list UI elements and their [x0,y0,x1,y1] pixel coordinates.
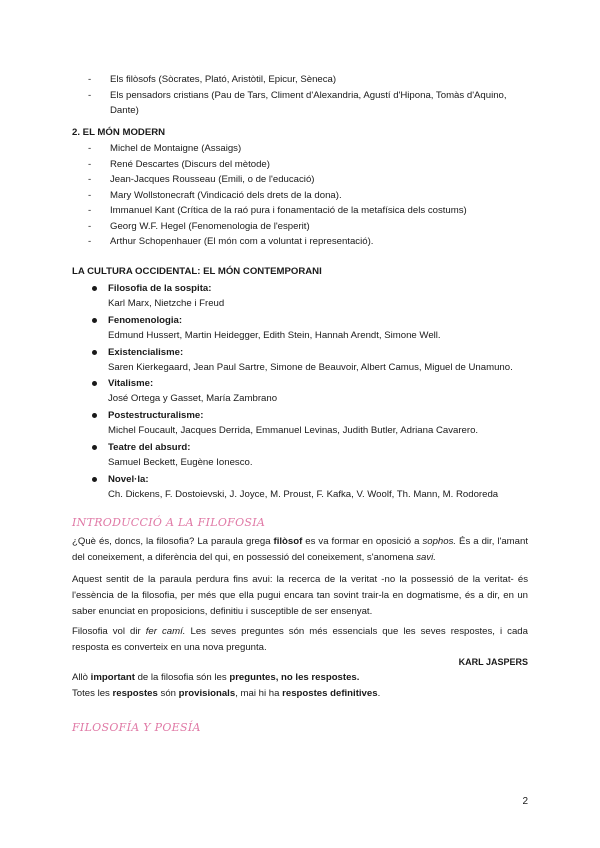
text-run: Allò [72,672,91,683]
list-item: - Michel de Montaigne (Assaigs) [88,141,528,157]
text-run: savi. [416,552,436,563]
text-run: Filosofia vol dir [72,626,146,637]
bullet-icon [92,350,97,355]
bullet-icon [92,477,97,482]
text-run: preguntes, no les respostes. [229,672,360,683]
movement-title: Fenomenologia: [108,314,183,326]
movement-title: Novel·la: [108,473,149,485]
list-item [92,472,532,502]
list-item: - Mary Wollstonecraft (Vindicació dels drets de la dona). [88,188,528,204]
list-item [92,376,532,406]
bullet-icon [92,445,97,450]
section-title-intro: INTRODUCCIÓ A LA FILOFOSIA [72,516,266,529]
movement-title: Teatre del absurd: [108,441,191,453]
page-number: 2 [522,796,528,807]
text-run: filòsof [273,536,303,547]
list-item [92,440,532,470]
key-line-2 [72,686,528,702]
text-run: fer camí. [145,626,186,637]
movement-authors: Saren Kierkegaard, Jean Paul Sartre, Simone de Beauvoir, Albert Camus, Miguel de Unamuno. [108,361,513,373]
intro-paragraph-1 [72,534,528,566]
text-run: Les seves preguntes són més essencials que les seves respostes, i cada resposta es converteix en una nova pregunta. [72,626,528,653]
section-heading-contemporary: LA CULTURA OCCIDENTAL: EL MÓN CONTEMPORANI [72,266,322,277]
movement-title: Existencialisme: [108,346,184,358]
text-run: de la filosofia són les [134,672,230,683]
key-line-1 [72,670,528,686]
section-heading-modern: 2. EL MÓN MODERN [72,127,166,138]
text-run: És a dir, l'amant del coneixement, a diferència del qui, en possessió del coneixement, s'anomena [72,536,528,563]
bullet-icon [92,413,97,418]
text-run: . [377,688,381,699]
list-item: - Immanuel Kant (Crítica de la raó pura i fonamentació de la metafísica dels costums) [88,203,528,219]
list-item [92,281,532,311]
text-run: ¿Què és, doncs, la filosofia? La paraula grega [72,536,274,547]
bullet-icon [92,286,97,291]
list-item [92,345,532,375]
modern-thinkers-list [88,141,528,250]
movement-title: Postestructuralisme: [108,410,204,422]
list-item: - Arthur Schopenhauer (El món com a voluntat i representació). [88,234,528,250]
text-run: respostes definitives [282,688,378,699]
quote-author: KARL JASPERS [458,657,528,667]
text-run: respostes [112,688,158,699]
movement-authors: Edmund Hussert, Martin Heidegger, Edith Stein, Hannah Arendt, Simone Well. [108,329,441,341]
movement-title: Vitalisme: [108,378,154,390]
movement-authors: Samuel Beckett, Eugène Ionesco. [108,456,253,468]
text-run: important [90,672,135,683]
movement-title: Filosofia de la sospita: [108,283,212,294]
movement-authors: Ch. Dickens, F. Dostoievski, J. Joyce, M. Proust, F. Kafka, V. Woolf, Th. Mann, M. Rodoreda [108,488,499,500]
ancient-thinkers-list [88,72,528,119]
intro-paragraph-2: Aquest sentit de la paraula perdura fins avui: la recerca de la veritat -no la possessió de la veritat- és l'essència de la filosofia, per més que ella pugui encara tan sovint trair-la en dogmatisme, és a dir, en un saber enunciat en proposicions, definitiu i susceptible de ser ensenyat. [72,574,528,617]
contemporary-movements-list [92,281,532,504]
text-run: sophos. [422,536,457,547]
movement-authors: Michel Foucault, Jacques Derrida, Emmanuel Levinas, Judith Butler, Adriana Cavarero. [108,425,479,437]
text-run: , mai hi ha [235,688,283,699]
bullet-icon [92,381,97,386]
section-title-poesia: FILOSOFÍA Y POESÍA [72,721,201,734]
list-item: - Els filòsofs (Sòcrates, Plató, Aristòtil, Epicur, Sèneca) [88,72,528,88]
list-item [92,408,532,438]
bullet-icon [92,318,97,323]
intro-paragraph-3 [72,624,528,656]
list-item [92,313,532,343]
text-run: es va formar en oposició a [302,536,423,547]
text-run: provisionals [178,688,236,699]
list-item: - René Descartes (Discurs del mètode) [88,157,528,173]
list-item: - Els pensadors cristians (Pau de Tars, Climent d'Alexandria, Agustí d'Hipona, Tomàs d'Aquino, Dante) [88,88,528,119]
movement-authors: Karl Marx, Nietzche i Freud [108,298,225,309]
list-item: - Georg W.F. Hegel (Fenomenologia de l'esperit) [88,219,528,235]
movement-authors: José Ortega y Gasset, María Zambrano [108,393,278,405]
list-item: - Jean-Jacques Rousseau (Emili, o de l'educació) [88,172,528,188]
text-run: són [157,688,179,699]
text-run: Totes les [72,688,113,699]
